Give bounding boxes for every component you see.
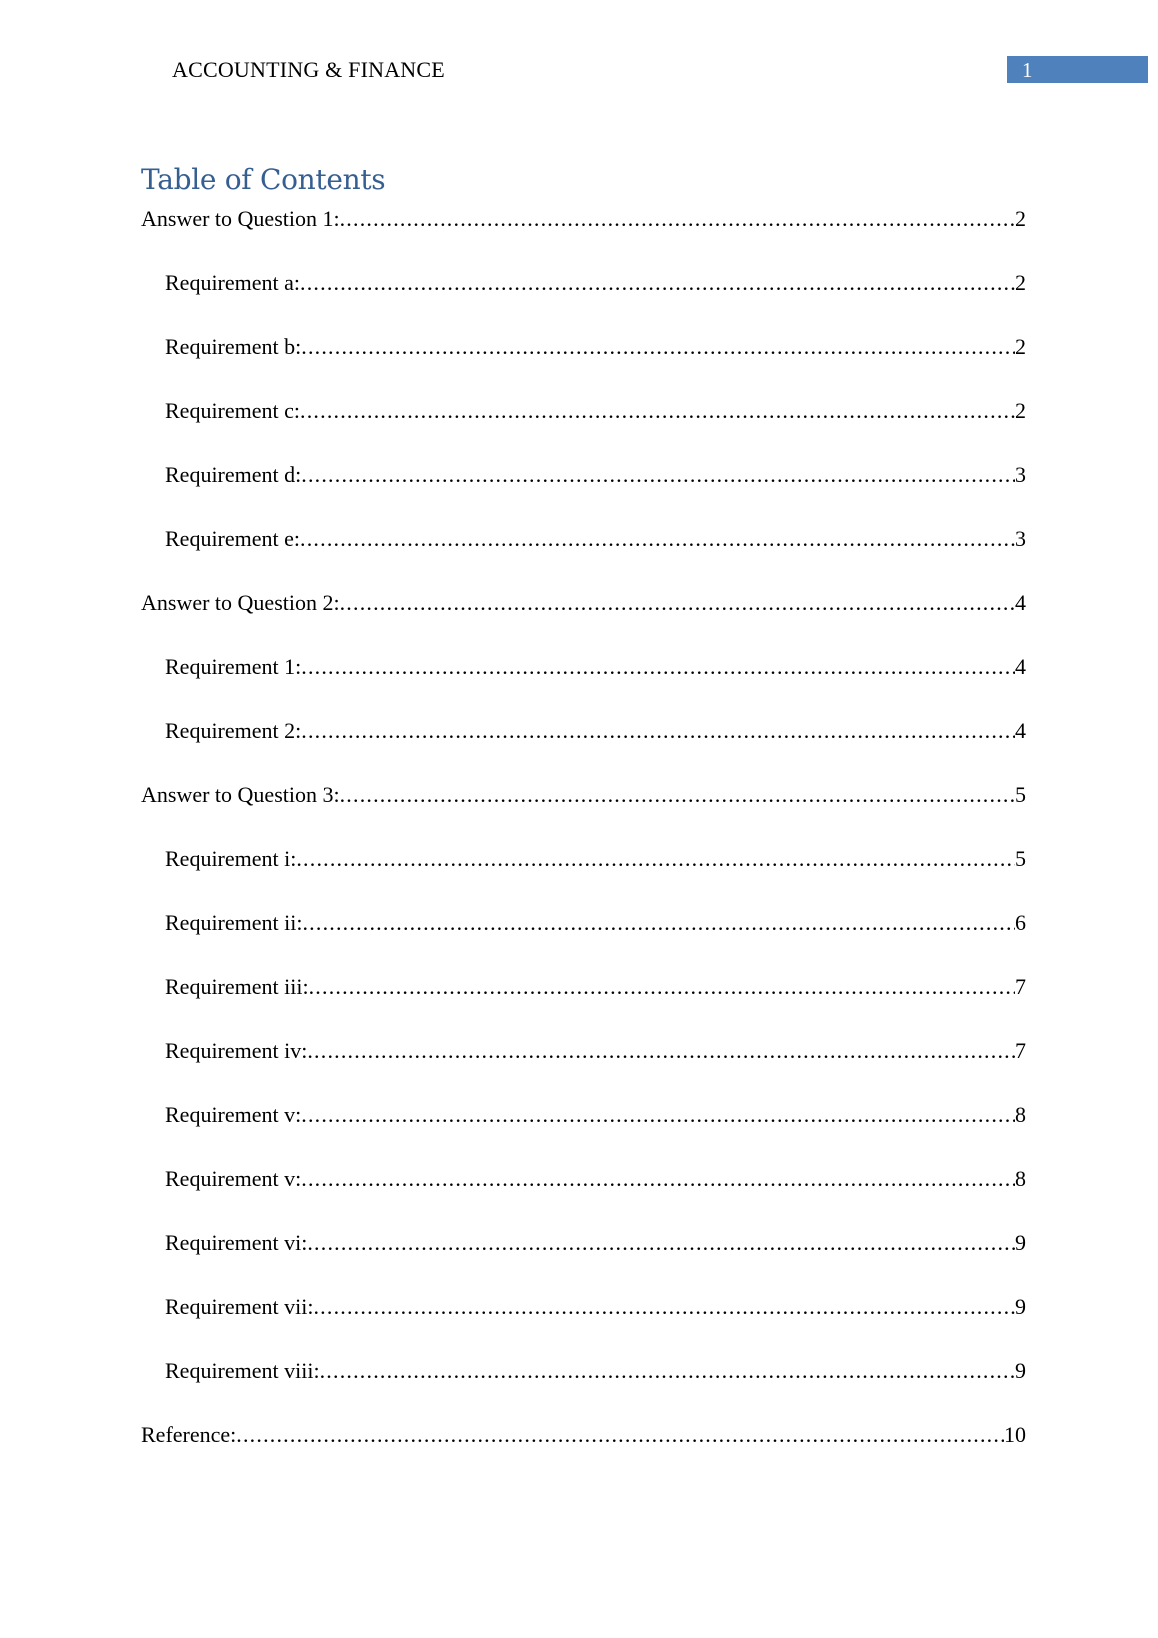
- toc-entry[interactable]: [141, 1100, 1026, 1164]
- toc-entry-text: Requirement d:: [165, 462, 302, 487]
- toc-dot-leader: [307, 1036, 1015, 1066]
- toc-entry-text: Requirement viii:: [165, 1358, 320, 1383]
- toc-entry[interactable]: [141, 652, 1026, 716]
- toc-dot-leader: [340, 588, 1015, 618]
- toc-entry-text: Requirement vii:: [165, 1294, 314, 1319]
- toc-entry-text: Requirement e:: [165, 526, 301, 551]
- toc-entry[interactable]: [141, 1228, 1026, 1292]
- toc-dot-leader: [300, 524, 1015, 554]
- toc-entry[interactable]: [141, 844, 1026, 908]
- table-of-contents: [141, 204, 1026, 1484]
- toc-entry-text: Requirement 2:: [165, 718, 302, 743]
- toc-entry-page: 4: [1015, 718, 1026, 743]
- toc-entry-text: Reference:: [141, 1422, 237, 1447]
- toc-dot-leader: [340, 204, 1015, 234]
- toc-entry-text: Requirement iv:: [165, 1038, 308, 1063]
- toc-entry-page: 8: [1015, 1102, 1026, 1127]
- toc-entry-page: 8: [1015, 1166, 1026, 1191]
- toc-dot-leader: [340, 780, 1015, 810]
- toc-dot-leader: [301, 716, 1015, 746]
- toc-entry-page: 10: [1004, 1422, 1026, 1447]
- toc-dot-leader: [301, 332, 1015, 362]
- toc-entry[interactable]: [141, 204, 1026, 268]
- toc-entry-page: 3: [1015, 462, 1026, 487]
- toc-dot-leader: [301, 1100, 1015, 1130]
- toc-entry-text: Requirement v:: [165, 1166, 302, 1191]
- toc-entry[interactable]: [141, 908, 1026, 972]
- toc-entry[interactable]: [141, 780, 1026, 844]
- toc-entry-page: 2: [1015, 334, 1026, 359]
- toc-entry[interactable]: [141, 524, 1026, 588]
- header-title: ACCOUNTING & FINANCE: [172, 57, 445, 82]
- toc-entry-page: 2: [1015, 206, 1026, 231]
- toc-dot-leader: [307, 1228, 1015, 1258]
- toc-entry-text: Answer to Question 2:: [141, 590, 340, 615]
- toc-dot-leader: [301, 652, 1015, 682]
- toc-entry-text: Requirement ii:: [165, 910, 303, 935]
- toc-entry[interactable]: [141, 1356, 1026, 1420]
- toc-entry-page: 2: [1015, 398, 1026, 423]
- toc-entry-page: 9: [1015, 1358, 1026, 1383]
- toc-dot-leader: [301, 1164, 1015, 1194]
- toc-dot-leader: [301, 460, 1015, 490]
- toc-entry[interactable]: [141, 588, 1026, 652]
- toc-entry-page: 4: [1015, 590, 1026, 615]
- toc-entry-text: Requirement i:: [165, 846, 297, 871]
- toc-entry-page: 5: [1015, 782, 1026, 807]
- toc-entry-page: 7: [1015, 1038, 1026, 1063]
- toc-entry-text: Requirement 1:: [165, 654, 302, 679]
- toc-entry[interactable]: [141, 332, 1026, 396]
- toc-entry-text: Requirement c:: [165, 398, 301, 423]
- toc-entry[interactable]: [141, 1292, 1026, 1356]
- toc-entry-text: Requirement a:: [165, 270, 301, 295]
- toc-entry-text: Requirement iii:: [165, 974, 309, 999]
- toc-entry-text: Requirement b:: [165, 334, 302, 359]
- toc-entry-page: 9: [1015, 1294, 1026, 1319]
- toc-entry[interactable]: [141, 1164, 1026, 1228]
- toc-entry-page: 9: [1015, 1230, 1026, 1255]
- toc-entry-page: 3: [1015, 526, 1026, 551]
- toc-dot-leader: [302, 908, 1015, 938]
- page-number-badge: [1007, 56, 1148, 83]
- toc-entry-page: 4: [1015, 654, 1026, 679]
- toc-dot-leader: [309, 972, 1015, 1002]
- toc-entry-text: Answer to Question 3:: [141, 782, 340, 807]
- toc-entry-page: 7: [1015, 974, 1026, 999]
- toc-entry-page: 6: [1015, 910, 1026, 935]
- toc-dot-leader: [300, 268, 1015, 298]
- toc-entry-text: Answer to Question 1:: [141, 206, 340, 231]
- toc-entry[interactable]: [141, 972, 1026, 1036]
- toc-entry-text: Requirement vi:: [165, 1230, 308, 1255]
- toc-dot-leader: [300, 396, 1015, 426]
- toc-heading: Table of Contents: [141, 163, 386, 196]
- toc-entry[interactable]: [141, 396, 1026, 460]
- toc-entry[interactable]: [141, 268, 1026, 332]
- toc-entry[interactable]: [141, 716, 1026, 780]
- toc-dot-leader: [296, 844, 1015, 874]
- toc-entry-page: 5: [1015, 846, 1026, 871]
- toc-entry[interactable]: [141, 460, 1026, 524]
- toc-entry[interactable]: [141, 1036, 1026, 1100]
- toc-dot-leader: [236, 1420, 1004, 1450]
- toc-entry-page: 2: [1015, 270, 1026, 295]
- page-number: 1: [1022, 58, 1033, 82]
- toc-dot-leader: [313, 1292, 1015, 1322]
- toc-entry-text: Requirement v:: [165, 1102, 302, 1127]
- toc-entry[interactable]: [141, 1420, 1026, 1484]
- toc-dot-leader: [320, 1356, 1015, 1386]
